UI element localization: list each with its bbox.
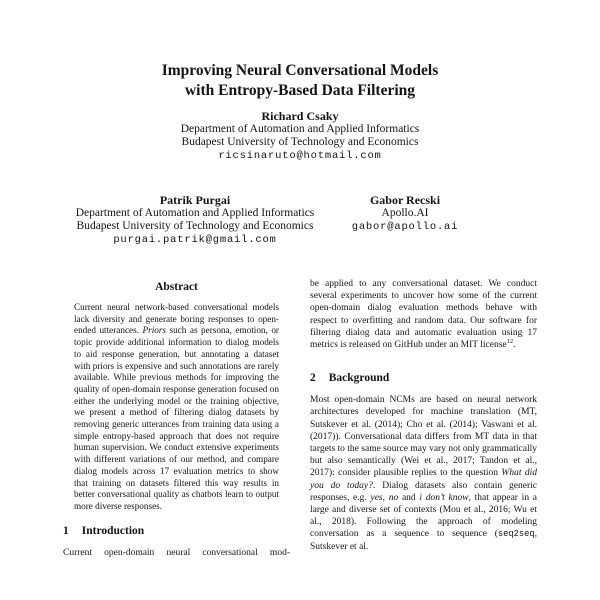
title-line-1: Improving Neural Conversational Models — [161, 62, 439, 79]
right-column — [310, 276, 537, 559]
introduction-paragraph: Current open-domain neural conversational mod- — [63, 547, 290, 558]
author-email: gabor@apollo.ai — [351, 221, 459, 233]
background-paragraph: Most open-domain NCMs are based on neural network architectures developed for machine translation (MT, Sutskever et al. (2014); Cho et al. (2014); Vaswani et al. (2017)). Conversational data differs from MT data in that targets to the same source may vary not only grammatically but also semantically (Wei et al., 2017; Tandon et al., 2017): consider plausible replies to the question What did you do today?. Dialog datasets also contain generic responses, e.g. yes, no and i don’t know, that appear in a large and diverse set of contexts (Mou et al., 2016; Wu et al., 2018). Following the approach of modeling conversation as a sequence to sequence (seq2seq, Sutskever et al. — [310, 395, 538, 552]
author-affiliation-line: Department of Automation and Applied Informatics — [75, 207, 315, 219]
author-email: purgai.patrik@gmail.com — [113, 234, 277, 246]
author-block-richard-csaky — [0, 109, 600, 163]
author-affiliation-line: Apollo.AI — [381, 207, 429, 219]
section-title: Background — [328, 372, 390, 385]
right-column-paragraph-1: be applied to any conversational dataset. We conduct several experiments to uncover how some of the current open-domain dialog evaluation methods behave with respect to overfitting and random data. Our software for filtering dialog data and automatic evaluation using 17 metrics is released on GitHub under an MIT license$^{12}$. — [310, 279, 537, 351]
author-block-gabor-recski — [330, 193, 480, 234]
author-affiliation-line: Department of Automation and Applied Informatics — [180, 123, 420, 135]
left-column — [63, 276, 290, 559]
abstract-text: Current neural network-based conversational models lack diversity and generate boring responses to open-ended utterances. Priors such as persona, emotion, or topic provide additional information to dialog models to aid response generation, but annotating a dataset with priors is expensive and such annotations are rarely available. While previous methods for improving the quality of open-domain response generation focused on either the underlying model or the training objective, we present a method of filtering dialog datasets by removing generic utterances from training data using a simple entropy-based approach that does not require human supervision. We conduct extensive experiments with different variations of our method, and compare dialog models across 17 evaluation metrics to show that training on datasets filtered this way results in better conversational quality as chatbots learn to output more diverse responses. — [74, 302, 279, 511]
author-name: Gabor Recski — [369, 193, 441, 207]
two-column-body — [0, 276, 600, 559]
author-name: Patrik Purgai — [159, 193, 231, 207]
author-affiliation-line: Budapest University of Technology and Economics — [76, 220, 314, 232]
section-number: 2 — [310, 372, 316, 385]
author-name: Richard Csaky — [261, 109, 339, 123]
abstract-heading: Abstract — [155, 281, 198, 293]
section-heading-background — [310, 372, 537, 385]
authors-row — [0, 193, 600, 249]
title-line-2: with Entropy-Based Data Filtering — [184, 81, 416, 99]
section-number: 1 — [63, 524, 69, 537]
section-heading-introduction — [63, 525, 290, 538]
author-affiliation-line: Budapest University of Technology and Economics — [181, 136, 419, 148]
author-email: ricsinaruto@hotmail.com — [218, 150, 382, 162]
section-title: Introduction — [81, 524, 145, 537]
paper-title — [0, 0, 600, 100]
